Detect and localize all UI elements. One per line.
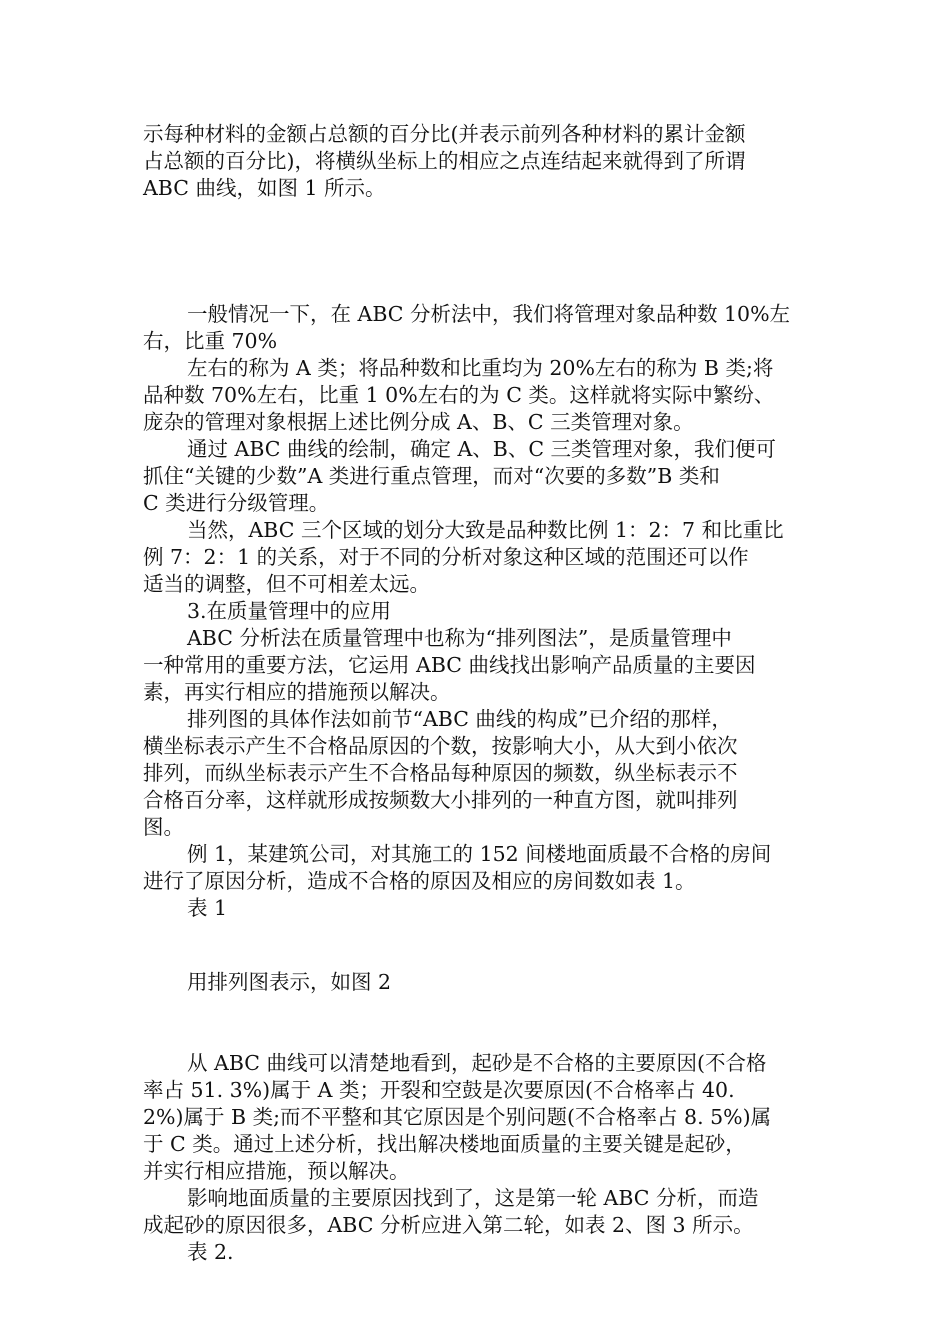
table-1-caption: 表 1	[187, 896, 228, 920]
text-line: 成起砂的原因很多，ABC 分析应进入第二轮，如表 2、图 3 所示。	[143, 1213, 754, 1237]
paragraph-class-definitions	[143, 355, 807, 436]
text-line: 2%)属于 B 类;而不平整和其它原因是个别问题(不合格率占 8. 5%)属	[143, 1105, 772, 1129]
text-line: 抓住“关键的少数”A 类进行重点管理，而对“次要的多数”B 类和	[143, 464, 720, 488]
text-line: 率占 51. 3%)属于 A 类；开裂和空鼓是次要原因(不合格率占 40.	[143, 1078, 735, 1102]
text-line: 品种数 70%左右，比重 1 0%左右的为 C 类。这样就将实际中繁纷、	[143, 383, 775, 407]
text-line: 并实行相应措施，预以解决。	[143, 1159, 410, 1183]
text-line: 适当的调整，但不可相差太远。	[143, 572, 430, 596]
text-line: 进行了原因分析，造成不合格的原因及相应的房间数如表 1。	[143, 869, 696, 893]
text-line: 合格百分率，这样就形成按频数大小排列的一种直方图，就叫排列	[143, 788, 738, 812]
paragraph-pareto-construction	[143, 706, 807, 841]
text-line: C 类进行分级管理。	[143, 491, 330, 515]
text-line: 例 7：2：1 的关系，对于不同的分析对象这种区域的范围还可以作	[143, 545, 749, 569]
text-line: 素，再实行相应的措施预以解决。	[143, 680, 451, 704]
text-line: 通过 ABC 曲线的绘制，确定 A、B、C 三类管理对象，我们便可	[187, 437, 777, 461]
text-line: ABC 分析法在质量管理中也称为“排列图法”，是质量管理中	[187, 626, 732, 650]
text-line: 图。	[143, 815, 184, 839]
paragraph-pareto-method	[143, 625, 807, 706]
paragraph-abc-classes	[143, 301, 807, 355]
text-line: 一种常用的重要方法，它运用 ABC 曲线找出影响产品质量的主要因	[143, 653, 756, 677]
figure-2-space	[143, 996, 807, 1050]
paragraph-example-1	[143, 841, 807, 895]
paragraph-ratio	[143, 517, 807, 598]
text-line: 一般情况一下，在 ABC 分析法中，我们将管理对象品种数 10%左	[187, 302, 791, 326]
table-1-space	[143, 922, 807, 969]
text-line: 右，比重 70%	[143, 329, 278, 353]
text-line: 示每种材料的金额占总额的百分比(并表示前列各种材料的累计金额	[143, 122, 746, 146]
text-line: 例 1，某建筑公司，对其施工的 152 间楼地面质最不合格的房间	[187, 842, 772, 866]
paragraph-analysis-result	[143, 1050, 807, 1185]
text-line: 排列，而纵坐标表示产生不合格品每种原因的频数，纵坐标表示不	[143, 761, 738, 785]
text-line: 影响地面质量的主要原因找到了，这是第一轮 ABC 分析，而造	[187, 1186, 759, 1210]
text-line: 排列图的具体作法如前节“ABC 曲线的构成”已介绍的那样，	[187, 707, 732, 731]
text-line: 庞杂的管理对象根据上述比例分成 A、B、C 三类管理对象。	[143, 410, 694, 434]
paragraph-abc-curve	[143, 436, 807, 517]
text-line: 横坐标表示产生不合格品原因的个数，按影响大小，从大到小依次	[143, 734, 738, 758]
text-line: ABC 曲线，如图 1 所示。	[143, 176, 386, 200]
intro-paragraph	[143, 121, 807, 202]
figure-1-space	[143, 202, 807, 301]
text-line: 从 ABC 曲线可以清楚地看到，起砂是不合格的主要原因(不合格	[187, 1051, 767, 1075]
section-heading: 3.在质量管理中的应用	[187, 599, 392, 623]
text-line: 当然，ABC 三个区域的划分大致是品种数比例 1：2：7 和比重比	[187, 518, 784, 542]
document-page	[143, 121, 807, 1266]
figure-2-reference: 用排列图表示，如图 2	[187, 970, 392, 994]
text-line: 左右的称为 A 类；将品种数和比重均为 20%左右的称为 B 类;将	[187, 356, 774, 380]
text-line: 于 C 类。通过上述分析，找出解决楼地面质量的主要关键是起砂，	[143, 1132, 746, 1156]
paragraph-second-round	[143, 1185, 807, 1239]
table-2-caption: 表 2.	[187, 1240, 234, 1264]
text-line: 占总额的百分比)，将横纵坐标上的相应之点连结起来就得到了所谓	[143, 149, 746, 173]
